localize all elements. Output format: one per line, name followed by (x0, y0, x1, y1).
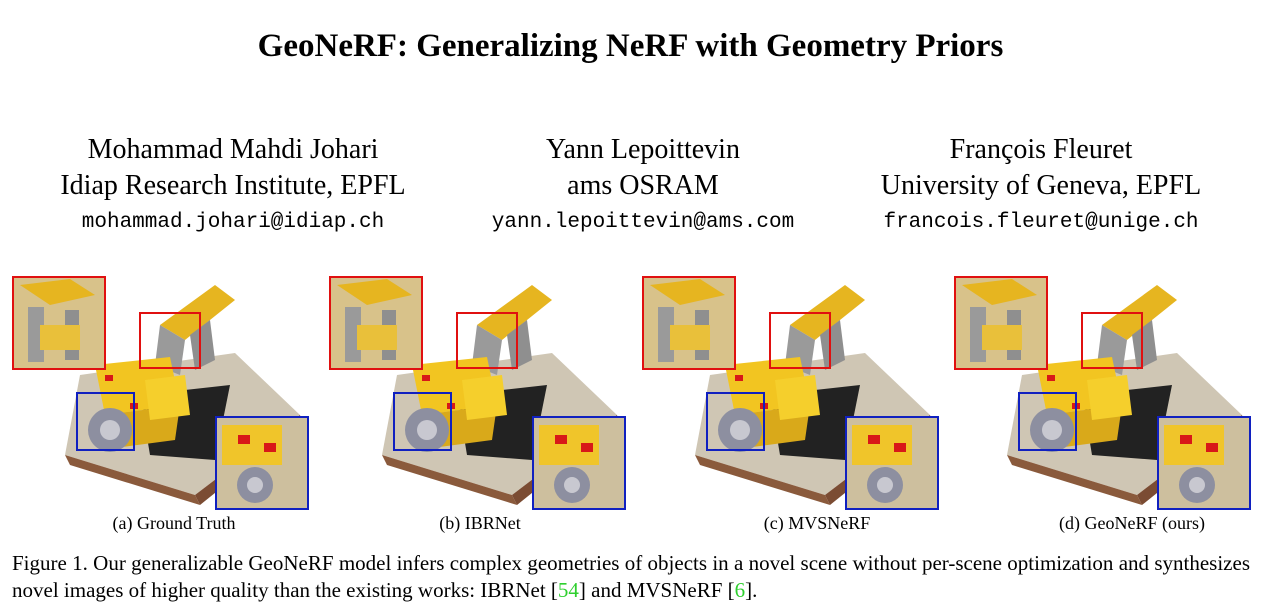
figure-panel-ibrnet (327, 265, 627, 510)
author-affiliation: Idiap Research Institute, EPFL (60, 170, 406, 201)
author-email[interactable]: francois.fleuret@unige.ch (883, 211, 1199, 234)
lego-render-image (327, 265, 627, 510)
subfigure-caption: (d) GeoNeRF (ours) (1059, 513, 1205, 533)
subfigure-caption: (c) MVSNeRF (763, 513, 871, 533)
figure-caption (12, 550, 1250, 604)
author-name: François Fleuret (949, 134, 1133, 165)
author-name: Mohammad Mahdi Johari (87, 134, 379, 165)
author-email[interactable]: mohammad.johari@idiap.ch (81, 211, 385, 234)
figure-caption-text: ] and MVSNeRF [ (578, 578, 735, 602)
author-email[interactable]: yann.lepoittevin@ams.com (491, 211, 795, 234)
lego-render-image (952, 265, 1252, 510)
author-block-2 (433, 132, 853, 241)
figure-caption-text: ]. (745, 578, 758, 602)
author-affiliation: University of Geneva, EPFL (880, 170, 1202, 201)
author-block-3 (831, 132, 1251, 241)
paper-title: GeoNeRF: Generalizing NeRF with Geometry Priors (257, 28, 1004, 64)
citation-link[interactable]: 6 (734, 578, 746, 602)
author-affiliation: ams OSRAM (567, 170, 719, 201)
figure-panel-geonerf (952, 265, 1252, 510)
citation-link[interactable]: 54 (557, 578, 579, 602)
subfigure-caption: (a) Ground Truth (112, 513, 236, 533)
subfigure-caption: (b) IBRNet (439, 513, 521, 533)
figure-panel-ground-truth (10, 265, 310, 510)
author-name: Yann Lepoittevin (546, 134, 740, 165)
figure-caption-text: Figure 1. Our generalizable GeoNeRF model infers complex geometries of objects in a novel scene without per-scene optimization and synthesizes novel images of higher quality than the existing works: IBRNet [ (12, 551, 1250, 602)
figure-panel-mvsnerf (640, 265, 940, 510)
lego-render-image (10, 265, 310, 510)
author-block-1 (23, 132, 443, 241)
lego-render-image (640, 265, 940, 510)
